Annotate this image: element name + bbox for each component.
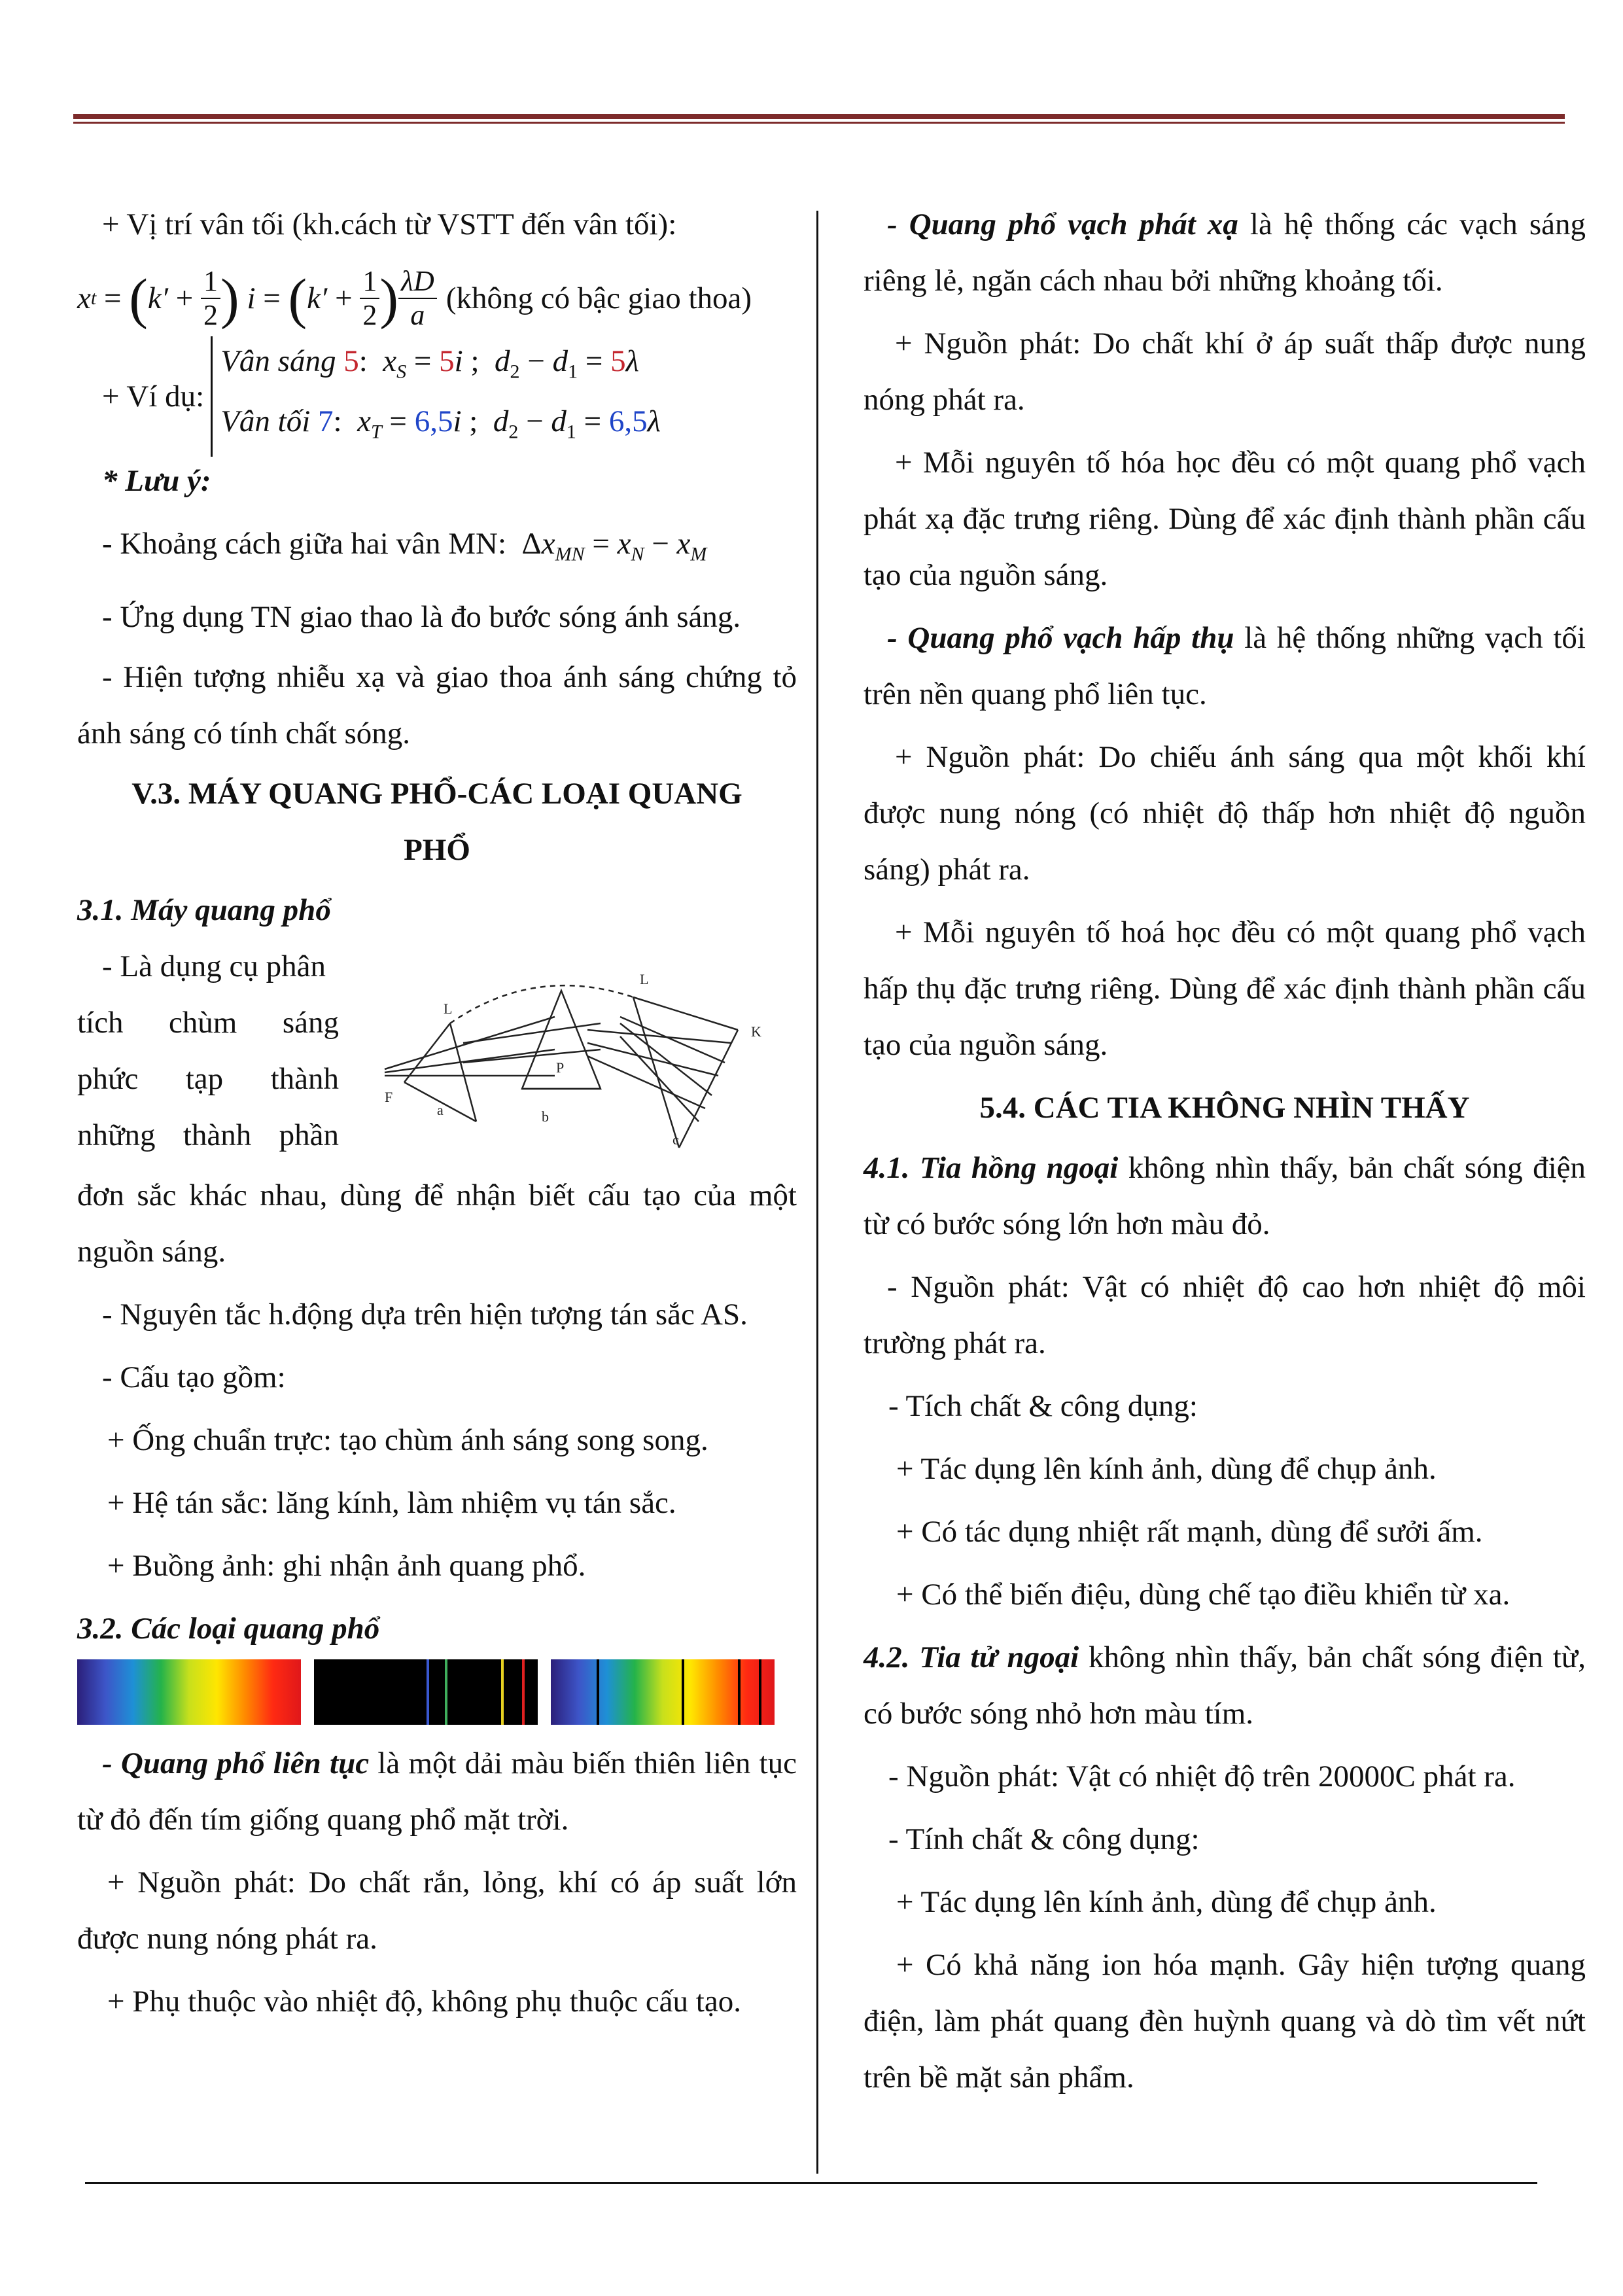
note-wave-nature: - Hiện tượng nhiễu xạ và giao thoa ánh sáng chứng tỏ ánh sáng có tính chất sóng. — [77, 660, 797, 751]
emission-line-red — [522, 1659, 525, 1725]
ultraviolet-definition: 4.2. Tia tử ngoại không nhìn thấy, bản chất sóng điện từ, có bước sóng nhỏ hơn màu tím. — [864, 1640, 1586, 1731]
footer-rule — [85, 2182, 1537, 2184]
emission-line-yellow — [501, 1659, 504, 1725]
spectrometer-structure: - Cấu tạo gồm: — [102, 1360, 286, 1395]
header-rule-thick — [73, 114, 1565, 119]
label-prism: P — [556, 1059, 565, 1076]
label-a: a — [437, 1102, 444, 1119]
emission-spectrum — [314, 1659, 538, 1725]
dark-fringe-formula: x t = ( k′ + $\frac{1}{2}$ ) i = ( k′ + $\frac{1}{2}$ ) $\frac{\lambda D}{a}$ (không có bậc giao thoa) — [77, 265, 752, 331]
section-title-5-4: 5.4. CÁC TIA KHÔNG NHÌN THẤY — [979, 1091, 1470, 1125]
infrared-prop-3: + Có thể biến điệu, dùng chế tạo điều khiển từ xa. — [896, 1578, 1510, 1612]
label-slit: F — [385, 1089, 393, 1106]
header-rule-thin — [73, 122, 1565, 124]
example-row-dark: Vân tối 7: $x_T = 6,5i$ ; $d_2 - d_1 = 6,5\lambda$ — [220, 404, 661, 443]
left-column — [77, 196, 797, 2030]
label-k: K — [751, 1023, 761, 1040]
subsection-3-1: 3.1. Máy quang phổ — [77, 893, 331, 928]
example-brace — [211, 336, 661, 457]
example-label: + Ví dụ: — [102, 380, 205, 414]
spectrometer-principle: - Nguyên tắc h.động dựa trên hiện tượng tán sắc AS. — [102, 1298, 748, 1332]
absorption-line-3 — [738, 1659, 741, 1725]
ultraviolet-source: - Nguồn phát: Vật có nhiệt độ trên 20000C phát ra. — [888, 1759, 1516, 1793]
fig-text-line-3: phức tạp thành — [77, 1062, 339, 1097]
label-c: c — [672, 1131, 679, 1148]
structure-camera: + Buồng ảnh: ghi nhận ảnh quang phổ. — [107, 1549, 586, 1583]
infrared-properties: - Tích chất & công dụng: — [888, 1389, 1198, 1423]
structure-dispersion: + Hệ tán sắc: lăng kính, làm nhiệm vụ tán sắc. — [107, 1486, 676, 1521]
note-distance: - Khoảng cách giữa hai vân MN: $\Delta x_{MN} = x_N - x_M$ — [102, 527, 707, 565]
fig-text-line-4: những thành phần — [77, 1118, 339, 1153]
spectra-strip — [77, 1659, 797, 1726]
label-b: b — [542, 1108, 549, 1125]
absorption-spectrum-each: + Mỗi nguyên tố hoá học đều có một quang phổ vạch hấp thụ đặc trưng riêng. Dùng để xác định thành phần cấu tạo của nguồn sáng. — [864, 915, 1586, 1062]
spectrometer-diagram — [372, 951, 790, 1167]
infrared-definition: 4.1. Tia hồng ngoại không nhìn thấy, bản chất sóng điện từ có bước sóng lớn hơn màu đỏ. — [864, 1151, 1586, 1241]
label-lens-2: L — [640, 971, 649, 988]
absorption-line-1 — [597, 1659, 599, 1725]
fig-text-line-1: - Là dụng cụ phân — [102, 949, 326, 984]
absorption-spectrum — [551, 1659, 775, 1725]
continuous-spectrum-dependence: + Phụ thuộc vào nhiệt độ, không phụ thuộc cấu tạo. — [107, 1985, 741, 2019]
formula-note: (không có bậc giao thoa) — [445, 281, 752, 315]
absorption-spectrum-definition: - Quang phổ vạch hấp thụ là hệ thống những vạch tối trên nền quang phổ liên tục. — [864, 621, 1586, 711]
emission-spectrum-each: + Mỗi nguyên tố hóa học đều có một quang phổ vạch phát xạ đặc trưng riêng. Dùng để xác định thành phần cấu tạo của nguồn sáng. — [864, 446, 1586, 592]
ultraviolet-prop-1: + Tác dụng lên kính ảnh, dùng để chụp ảnh. — [896, 1885, 1437, 1919]
absorption-line-2 — [682, 1659, 684, 1725]
continuous-spectrum-source: + Nguồn phát: Do chất rắn, lỏng, khí có áp suất lớn được nung nóng phát ra. — [77, 1865, 797, 1956]
absorption-line-4 — [759, 1659, 761, 1725]
absorption-spectrum-source: + Nguồn phát: Do chiếu ánh sáng qua một khối khí được nung nóng (có nhiệt độ thấp hơn nhiệt độ nguồn sáng) phát ra. — [864, 740, 1586, 887]
structure-collimator: + Ống chuẩn trực: tạo chùm ánh sáng song song. — [107, 1423, 708, 1458]
emission-spectrum-source: + Nguồn phát: Do chất khí ở áp suất thấp được nung nóng phát ra. — [864, 327, 1586, 417]
example-row-bright: Vân sáng 5: $x_S = 5i$ ; $d_2 - d_1 = 5\lambda$ — [220, 344, 639, 382]
spectrometer-purpose: đơn sắc khác nhau, dùng để nhận biết cấu tạo của một nguồn sáng. — [77, 1178, 797, 1269]
emission-line-blue — [427, 1659, 429, 1725]
note-title: * Lưu ý: — [102, 464, 211, 498]
label-lens-1: L — [444, 1000, 453, 1017]
dark-fringe-heading: + Vị trí vân tối (kh.cách từ VSTT đến vân tối): — [102, 207, 677, 241]
infrared-prop-2: + Có tác dụng nhiệt rất mạnh, dùng để sưởi ấm. — [896, 1515, 1483, 1549]
column-divider — [816, 211, 818, 2174]
spectrometer-figure-block — [77, 938, 797, 1167]
ultraviolet-prop-2: + Có khả năng ion hóa mạnh. Gây hiện tượng quang điện, làm phát quang đèn huỳnh quang và dò tìm vết nứt trên bề mặt sản phẩm. — [864, 1948, 1586, 2094]
emission-spectrum-definition: - Quang phổ vạch phát xạ là hệ thống các vạch sáng riêng lẻ, ngăn cách nhau bởi những khoảng tối. — [864, 207, 1586, 298]
fig-text-line-2: tích chùm sáng — [77, 1006, 339, 1040]
continuous-spectrum-definition: - Quang phổ liên tục là một dải màu biến thiên liên tục từ đỏ đến tím giống quang phổ mặt trời. — [77, 1746, 797, 1837]
continuous-spectrum — [77, 1659, 301, 1725]
emission-line-green — [445, 1659, 447, 1725]
example-block — [77, 344, 797, 449]
note-application: - Ứng dụng TN giao thao là đo bước sóng ánh sáng. — [102, 600, 741, 635]
infrared-prop-1: + Tác dụng lên kính ảnh, dùng để chụp ảnh. — [896, 1452, 1437, 1486]
subsection-3-2: 3.2. Các loại quang phổ — [77, 1612, 380, 1646]
right-column — [864, 196, 1586, 2106]
section-title-v3: V.3. MÁY QUANG PHỔ-CÁC LOẠI QUANG PHỔ — [131, 777, 742, 868]
infrared-source: - Nguồn phát: Vật có nhiệt độ cao hơn nhiệt độ môi trường phát ra. — [864, 1270, 1586, 1360]
ultraviolet-properties: - Tính chất & công dụng: — [888, 1822, 1200, 1856]
